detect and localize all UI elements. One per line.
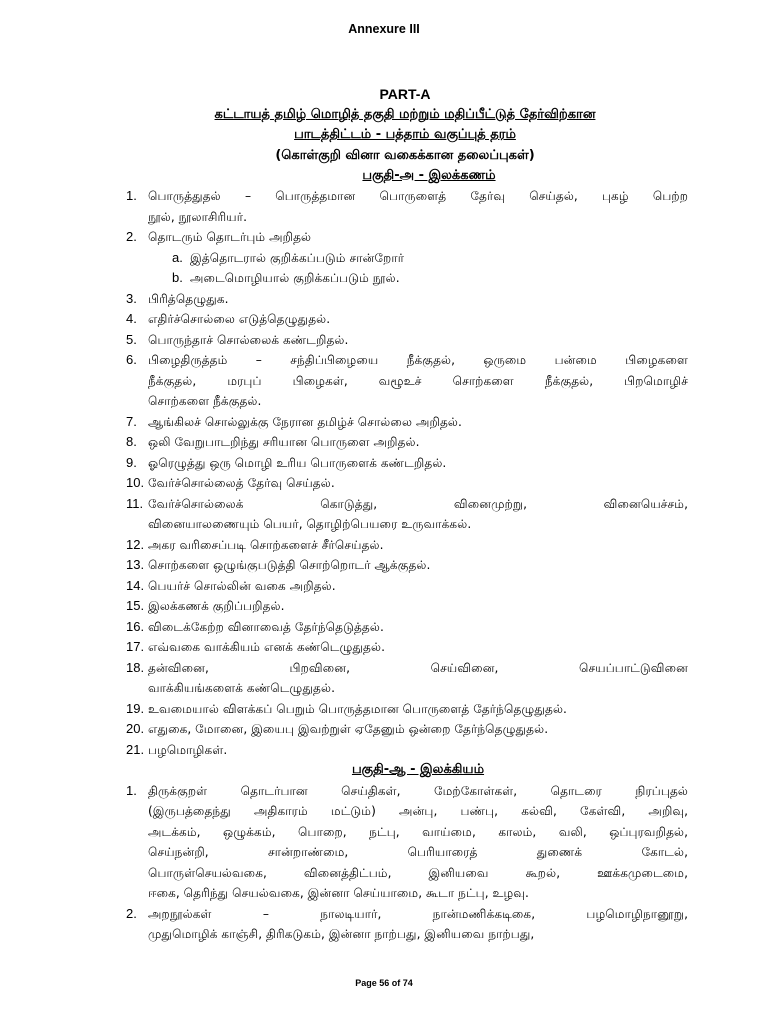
list-item-text: அகர வரிசைப்படி சொற்களைச் சீர்செய்தல். — [148, 537, 384, 552]
list-item-text: நூல், நூலாசிரியர். — [148, 209, 247, 224]
list-number: 11. — [126, 495, 144, 511]
list-item-text: அடக்கம், ஒழுக்கம், பொறை, நட்பு, வாய்மை, காலம், வலி, ஒப்புரவறிதல், — [148, 824, 688, 839]
list-item-text: இலக்கணக் குறிப்பறிதல். — [148, 599, 285, 613]
list-number: 20. — [126, 721, 145, 736]
section-b-title: பகுதி-ஆ - இலக்கியம் — [351, 762, 485, 777]
list-item — [126, 453, 688, 474]
list-number: 10. — [126, 475, 145, 490]
list-item — [126, 473, 688, 494]
list-item — [126, 904, 688, 945]
list-item — [126, 699, 688, 720]
annexure-label: Annexure III — [348, 22, 420, 36]
list-number: 18. — [126, 659, 145, 675]
list-item — [126, 330, 688, 351]
list-number: 1. — [126, 188, 137, 203]
list-item-text: ஈகை, தெரிந்து செயல்வகை, இன்னா செய்யாமை, கூடா நட்பு, உழவு. — [148, 886, 529, 900]
list-number: 5. — [126, 331, 137, 347]
list-item-text: வாக்கியங்களைக் கண்டெழுதுதல். — [148, 681, 335, 695]
list-number: 3. — [126, 290, 137, 306]
list-number: 14. — [126, 577, 145, 593]
list-item-text: எதுகை, மோனை, இயைபு இவற்றுள் ஏதேனும் ஒன்றை தேர்ந்தெழுதுதல். — [148, 722, 549, 736]
list-item — [126, 740, 688, 761]
list-item — [126, 432, 688, 453]
heading-line-2: பாடத்திட்டம் - பத்தாம் வகுப்புத் தரம் — [294, 127, 516, 142]
list-number: a. — [172, 249, 183, 265]
heading-line-3: (கொள்குறி வினா வகைக்கான தலைப்புகள்) — [275, 147, 535, 163]
list-item — [126, 576, 688, 597]
list-number: 17. — [126, 639, 145, 654]
list-item — [126, 494, 688, 535]
list-item-text: உவமையால் விளக்கப் பெறும் பொருத்தமான பொருளைத் தேர்ந்தெழுதுதல். — [148, 701, 567, 716]
heading-line-1: கட்டாயத் தமிழ் மொழித் தகுதி மற்றும் மதிப்பீட்டுத் தேர்விற்கான — [214, 106, 596, 122]
list-item — [126, 781, 688, 904]
list-item-text: பிழைதிருத்தம் – சந்திப்பிழையை நீக்குதல், ஒருமை பன்மை பிழைகளை — [148, 353, 688, 367]
section-a-title: பகுதி-அ - இலக்கணம் — [362, 167, 496, 183]
list-item — [126, 350, 688, 412]
list-item-text: தன்வினை, பிறவினை, செய்வினை, செயப்பாட்டுவினை — [148, 660, 688, 675]
list-number: 1. — [126, 782, 137, 798]
list-item — [126, 596, 688, 617]
list-item-text: பொருத்துதல் – பொருத்தமான பொருளைத் தேர்வு செய்தல், புகழ் பெற்ற — [148, 189, 688, 203]
heading-block — [120, 84, 690, 166]
list-item-text: நீக்குதல், மரபுப் பிழைகள், வழூஉச் சொற்களை நீக்குதல், பிறமொழிச் — [148, 373, 688, 388]
list-number: 8. — [126, 434, 137, 449]
list-item-text: எவ்வகை வாக்கியம் எனக் கண்டெழுதுதல். — [148, 640, 385, 654]
list-number: 12. — [126, 536, 145, 552]
list-item-text: அடைமொழியால் குறிக்கப்படும் நூல். — [190, 271, 400, 285]
list-item-text: ஓரெழுத்து ஒரு மொழி உரிய பொருளைக் கண்டறிதல். — [148, 455, 447, 470]
list-item — [126, 637, 688, 658]
list-number: 19. — [126, 700, 145, 716]
page-number: Page 56 of 74 — [355, 978, 413, 988]
list-item-text: பொருள்செயல்வகை, வினைத்திட்பம், இனியவை கூறல், ஊக்கமுடைமை, — [148, 865, 688, 880]
list-number: 4. — [126, 311, 137, 326]
list-item — [126, 309, 688, 330]
list-item-text: எதிர்ச்சொல்லை எடுத்தெழுதுதல். — [148, 312, 331, 326]
list-item — [126, 186, 688, 227]
list-item — [126, 719, 688, 740]
list-item-text: பொருந்தாச் சொல்லைக் கண்டறிதல். — [148, 332, 349, 347]
list-number: 21. — [126, 741, 145, 757]
list-item-text: சொற்களை ஒழுங்குபடுத்தி சொற்றொடர் ஆக்குதல். — [148, 558, 431, 572]
list-item — [126, 555, 688, 576]
list-item-text: ஆங்கிலச் சொல்லுக்கு நேரான தமிழ்ச் சொல்லை அறிதல். — [148, 414, 462, 429]
list-subitem — [148, 268, 688, 289]
list-item-text: முதுமொழிக் காஞ்சி, திரிகடுகம், இன்னா நாற்பது, இனியவை நாற்பது, — [148, 927, 535, 941]
list-item-text: வேர்ச்சொல்லைக் கொடுத்து, வினைமுற்று, வினையெச்சம், — [148, 496, 688, 511]
list-number: b. — [172, 270, 183, 285]
list-number: 16. — [126, 618, 145, 634]
list-item-text: பழமொழிகள். — [148, 742, 228, 757]
list-item — [126, 412, 688, 433]
list-item — [126, 227, 688, 248]
list-item-text: வினையாலணையும் பெயர், தொழிற்பெயரை உருவாக்கல். — [148, 517, 472, 531]
list-item-text: சொற்களை நீக்குதல். — [148, 394, 262, 408]
list-item-text: விடைக்கேற்ற வினாவைத் தேர்ந்தெடுத்தல். — [148, 619, 384, 634]
list-item-text: செய்நன்றி, சான்றாண்மை, பெரியாரைத் துணைக் கோடல், — [148, 845, 688, 859]
list-number: 2. — [126, 229, 137, 244]
list-number: 2. — [126, 905, 137, 921]
list-item-text: பிரித்தெழுதுக. — [148, 291, 229, 306]
list-item-text: ஒலி வேறுபாடறிந்து சரியான பொருளை அறிதல். — [148, 435, 420, 449]
list-number: 9. — [126, 454, 137, 470]
list-item-text: வேர்ச்சொல்லைத் தேர்வு செய்தல். — [148, 476, 335, 490]
list-item-text: இத்தொடரால் குறிக்கப்படும் சான்றோர் — [190, 250, 405, 265]
list-number: 13. — [126, 557, 145, 572]
list-item — [126, 617, 688, 638]
list-item-text: பெயர்ச் சொல்லின் வகை அறிதல். — [148, 578, 336, 593]
part-label: PART-A — [379, 86, 431, 102]
list-subitem — [148, 248, 688, 269]
list-item-text: (இருபத்தைந்து அதிகாரம் மட்டும்) அன்பு, பண்பு, கல்வி, கேள்வி, அறிவு, — [148, 804, 688, 818]
list-number: 15. — [126, 598, 145, 613]
list-item-text: தொடரும் தொடர்பும் அறிதல் — [148, 230, 312, 244]
list-number: 6. — [126, 352, 137, 367]
list-item-text: அறநூல்கள் – நாலடியார், நான்மணிக்கடிகை, பழமொழிநானூறு, — [148, 906, 688, 921]
list-number: 7. — [126, 413, 137, 429]
list-item — [126, 289, 688, 310]
list-item — [126, 535, 688, 556]
syllabus-list — [126, 167, 688, 945]
list-item — [126, 658, 688, 699]
list-item-text: திருக்குறள் தொடர்பான செய்திகள், மேற்கோள்கள், தொடரை நிரப்புதல் — [148, 783, 688, 798]
